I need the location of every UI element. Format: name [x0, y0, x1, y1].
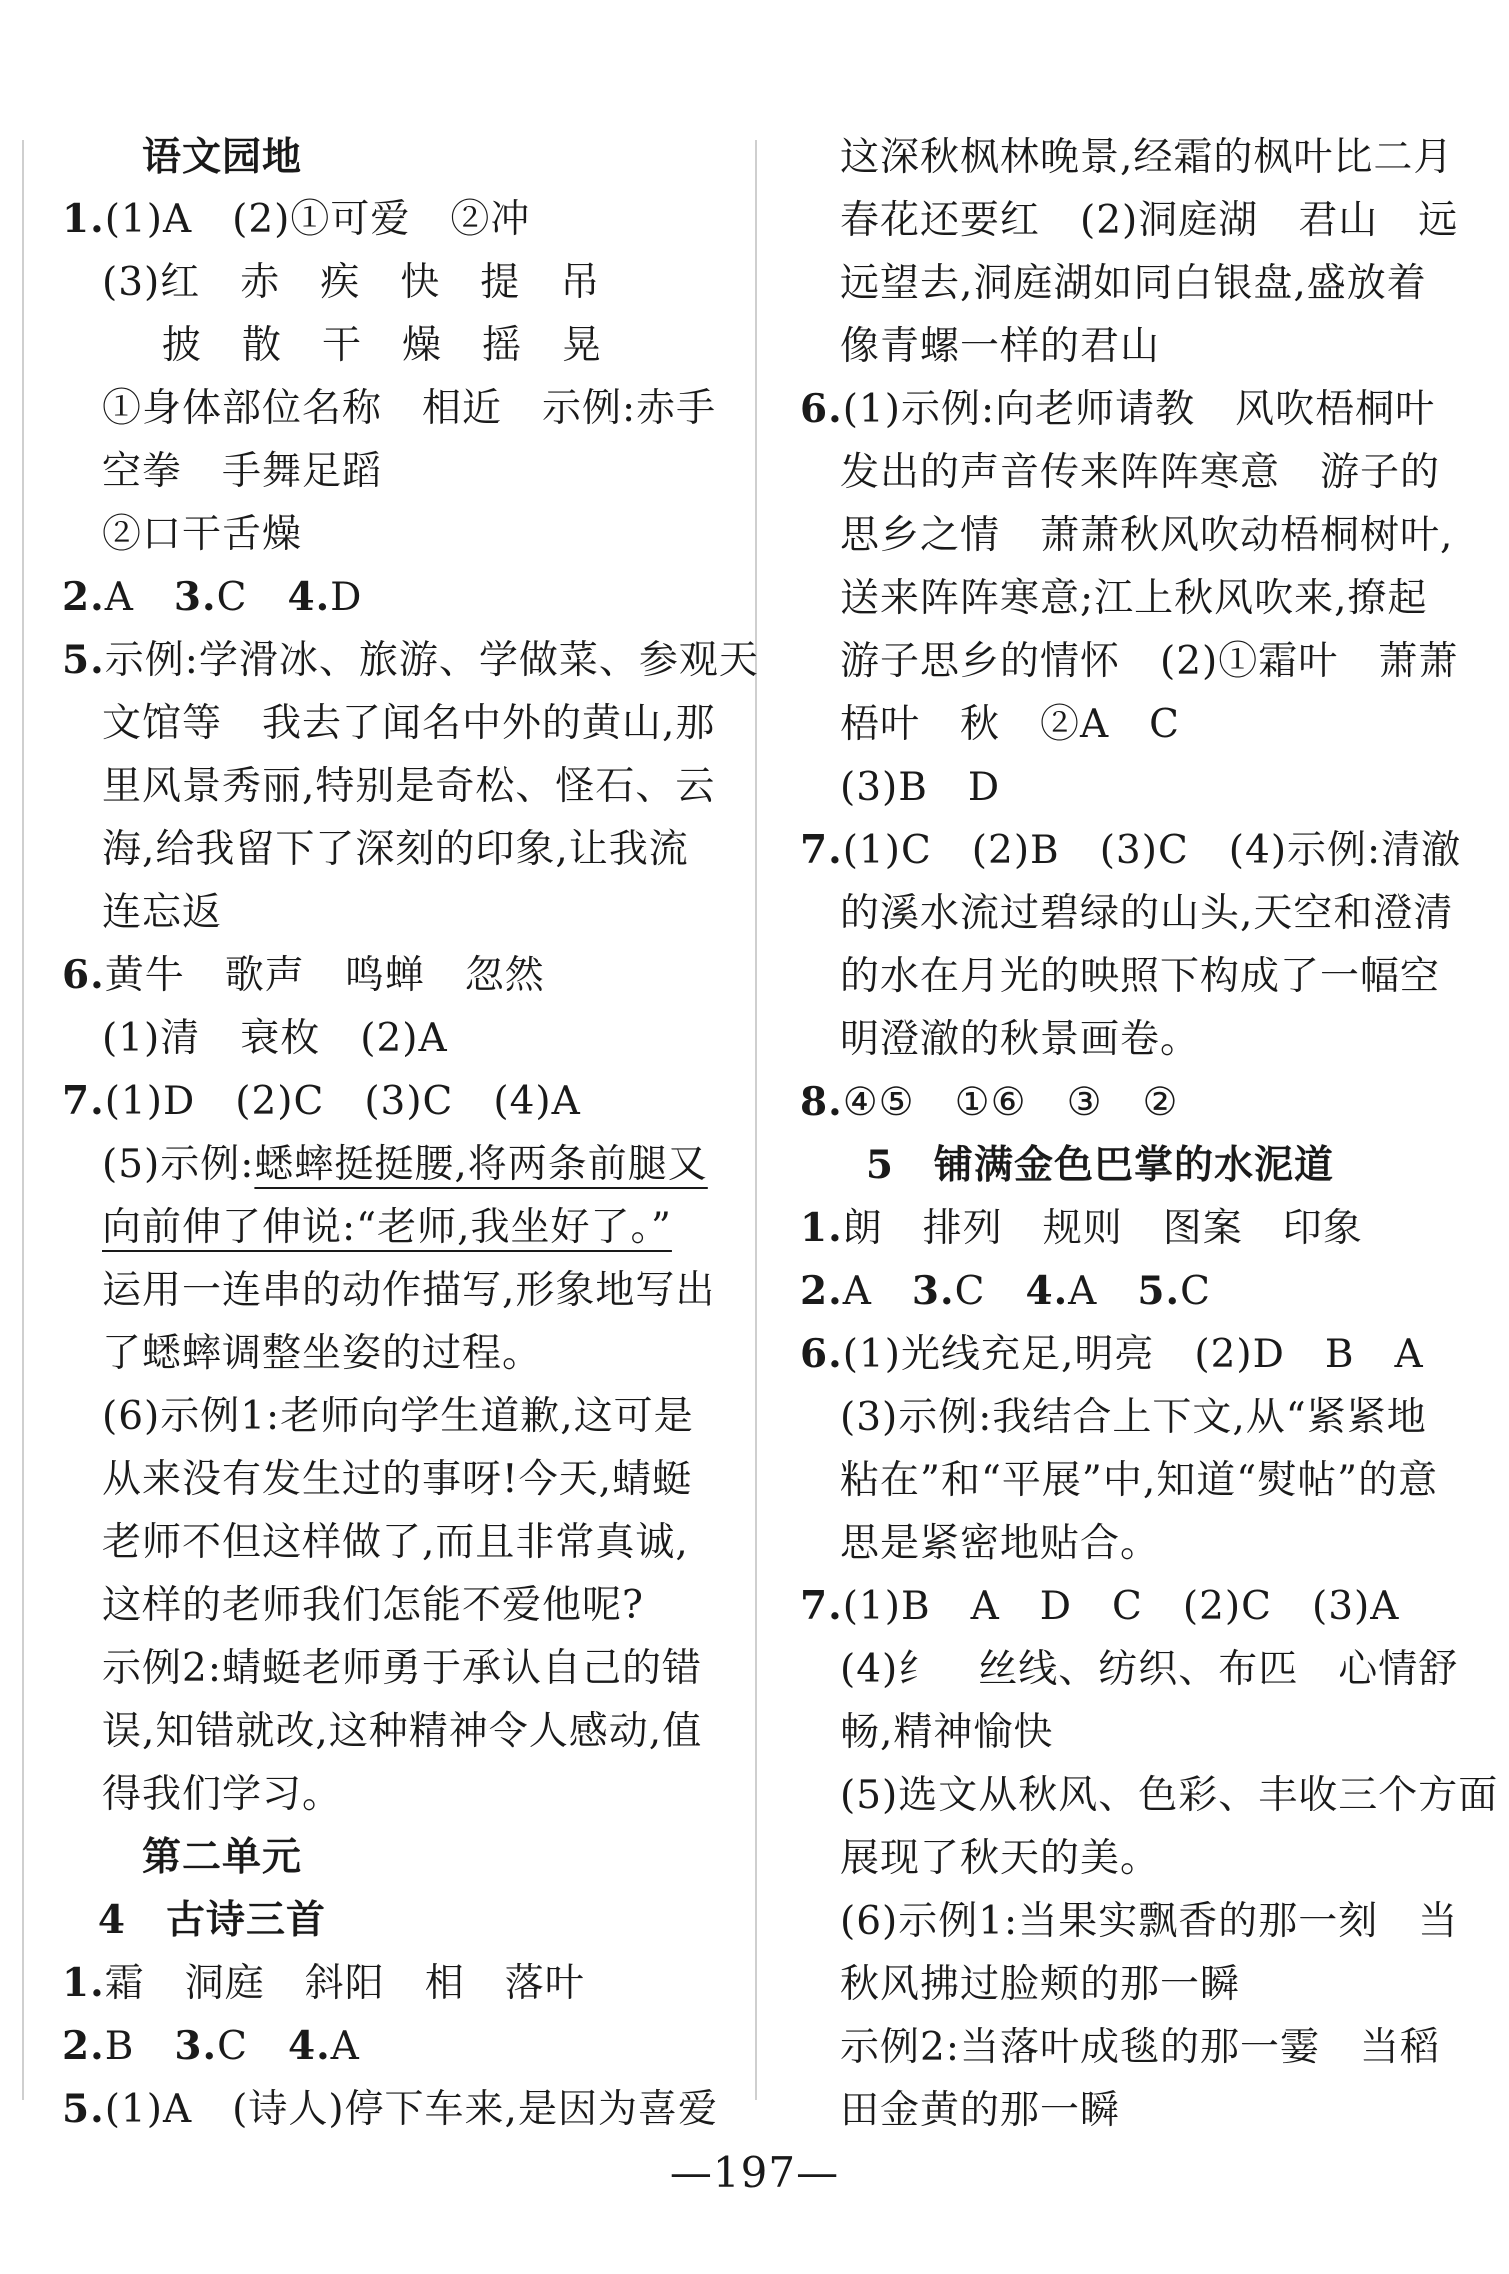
answer-text: 春花还要红 (2)洞庭湖 君山 远: [840, 198, 1459, 243]
answer-prefix: (5)示例:: [102, 1142, 255, 1187]
answer-text: 这深秋枫林晚景,经霜的枫叶比二月: [840, 135, 1454, 180]
answer-text: (1)A (2)①可爱 ②冲: [104, 197, 531, 242]
answer-text: 里风景秀丽,特别是奇松、怪石、云: [102, 764, 716, 809]
answer-text: (5)选文从秋风、色彩、丰收三个方面: [840, 1773, 1499, 1818]
item-number: 3.: [911, 1268, 955, 1314]
answer-text: 老师不但这样做了,而且非常真诚,: [102, 1520, 689, 1565]
answer-5: [62, 637, 759, 683]
lesson-title: 4 古诗三首: [97, 1897, 327, 1943]
answer-text: ②口干舌燥: [102, 512, 303, 557]
answer-text: 思乡之情 萧萧秋风吹动梧桐树叶,: [840, 513, 1454, 558]
underlined-example: 蟋蟀挺挺腰,将两条前腿又: [254, 1142, 708, 1187]
answer-1: [62, 196, 531, 242]
item-number: 4.: [287, 574, 331, 620]
answer-text: 秋风拂过脸颊的那一瞬: [840, 1962, 1241, 2007]
answer-text: A: [1068, 1269, 1138, 1314]
answer-text: C: [216, 575, 288, 620]
item-number: 6.: [800, 1331, 843, 1377]
answer-text: 送来阵阵寒意;江上秋风吹来,撩起: [840, 576, 1428, 621]
item-number: 5.: [62, 637, 105, 683]
item-number: 2.: [62, 574, 105, 620]
item-number: 2.: [62, 2023, 105, 2069]
answer-text: 这样的老师我们怎能不爱他呢?: [102, 1583, 644, 1628]
answer-text: B: [104, 2024, 175, 2069]
answer-text: (1)示例:向老师请教 风吹梧桐叶: [842, 387, 1436, 432]
lesson-title: 5 铺满金色巴掌的水泥道: [865, 1142, 1335, 1188]
item-number: 2.: [800, 1268, 843, 1314]
answer-text: 发出的声音传来阵阵寒意 游子的: [840, 450, 1441, 495]
answer-text: (1)A (诗人)停下车来,是因为喜爱: [104, 2087, 718, 2132]
answer-text: ①身体部位名称 相近 示例:赤手: [102, 386, 717, 431]
answer-7: [800, 827, 1462, 873]
answer-text: (6)示例1:老师向学生道歉,这可是: [102, 1394, 694, 1439]
item-number: 1.: [62, 196, 105, 242]
answer-text: (1)清 衰枚 (2)A: [102, 1016, 448, 1061]
answer-text: C: [954, 1269, 1026, 1314]
answer-text: 田金黄的那一瞬: [840, 2088, 1121, 2133]
answer-1: [62, 1960, 585, 2006]
item-number: 7.: [62, 1078, 105, 1124]
answer-6: [800, 1331, 1424, 1377]
item-number: 1.: [62, 1960, 105, 2006]
answer-text: (6)示例1:当果实飘香的那一刻 当: [840, 1899, 1459, 1944]
answer-text: 示例2:当落叶成毯的那一霎 当稻: [840, 2025, 1440, 2070]
unit-title: 第二单元: [141, 1834, 302, 1880]
answer-text: (1)B A D C (2)C (3)A: [842, 1584, 1400, 1629]
page-number: —197—: [669, 2148, 840, 2197]
answer-text: 黄牛 歌声 鸣蝉 忽然: [104, 953, 545, 998]
answer-text: 展现了秋天的美。: [840, 1836, 1161, 1881]
answer-text: (1)D (2)C (3)C (4)A: [104, 1079, 581, 1124]
answer-text: 明澄澈的秋景画卷。: [840, 1017, 1201, 1062]
answer-text: 空拳 手舞足蹈: [102, 449, 383, 494]
column-divider: [755, 140, 757, 2100]
answer-text: 朗 排列 规则 图案 印象: [842, 1206, 1363, 1251]
answer-text: A: [842, 1269, 912, 1314]
answer-text: A: [330, 2024, 360, 2069]
answer-text: A: [104, 575, 174, 620]
answer-text: 粘在”和“平展”中,知道“熨帖”的意: [840, 1458, 1439, 1503]
answer-text: (1)C (2)B (3)C (4)示例:清澈: [842, 828, 1462, 873]
item-number: 7.: [800, 827, 843, 873]
answer-text: (3)B D: [840, 765, 1001, 810]
item-number: 4.: [1025, 1268, 1069, 1314]
answer-text: 运用一连串的动作描写,形象地写出: [102, 1268, 716, 1313]
answer-text: 的水在月光的映照下构成了一幅空: [840, 954, 1441, 999]
answer-text: 文馆等 我去了闻名中外的黄山,那: [102, 701, 716, 746]
item-number: 3.: [174, 2023, 218, 2069]
answer-7: [62, 1078, 581, 1124]
answer-text: 梧叶 秋 ②A C: [840, 702, 1181, 747]
item-number: 5.: [1137, 1268, 1181, 1314]
answer-text: 示例:学滑冰、旅游、学做菜、参观天: [104, 638, 759, 683]
answer-7: [800, 1583, 1400, 1629]
answer-text: (3)示例:我结合上下文,从“紧紧地: [840, 1395, 1427, 1440]
item-number: 6.: [62, 952, 105, 998]
item-number: 3.: [173, 574, 217, 620]
item-number: 5.: [62, 2086, 105, 2132]
answer-text: 思是紧密地贴合。: [840, 1521, 1161, 1566]
item-number: 8.: [800, 1079, 843, 1125]
answer-text: 像青螺一样的君山: [840, 324, 1161, 369]
answer-text: 海,给我留下了深刻的印象,让我流: [102, 827, 689, 872]
answer-text: 霜 洞庭 斜阳 相 落叶: [104, 1961, 585, 2006]
answer-text: 披 散 干 燥 摇 晃: [162, 323, 603, 368]
item-number: 4.: [287, 2023, 331, 2069]
answer-6: [800, 386, 1436, 432]
answer-text: 的溪水流过碧绿的山头,天空和澄清: [840, 891, 1454, 936]
answer-text: D: [330, 575, 363, 620]
answer-1: [800, 1205, 1363, 1251]
item-number: 7.: [800, 1583, 843, 1629]
answers-2-4: [62, 2023, 360, 2069]
answer-text: 误,知错就改,这种精神令人感动,值: [102, 1709, 703, 1754]
answers-2-4: [62, 574, 363, 620]
answer-6: [62, 952, 545, 998]
answer-text: C: [217, 2024, 288, 2069]
item-number: 6.: [800, 386, 843, 432]
left-margin-rule: [22, 140, 24, 2100]
item-number: 1.: [800, 1205, 843, 1251]
answer-text: C: [1180, 1269, 1211, 1314]
answer-text: [102, 1142, 708, 1187]
answer-8: [800, 1079, 1179, 1125]
answer-text: (3)红 赤 疾 快 提 吊: [102, 260, 601, 305]
answer-text: (4)纟 丝线、纺织、布匹 心情舒: [840, 1647, 1459, 1692]
answer-text: 从来没有发生过的事呀!今天,蜻蜓: [102, 1457, 693, 1502]
answer-text: 连忘返: [102, 890, 223, 935]
answer-text: (1)光线充足,明亮 (2)D B A: [842, 1332, 1424, 1377]
answer-text: 畅,精神愉快: [840, 1710, 1054, 1755]
answer-text: ④⑤ ①⑥ ③ ②: [842, 1080, 1179, 1125]
answer-text: 示例2:蜻蜓老师勇于承认自己的错: [102, 1646, 702, 1691]
section-title-yuwen-yuandi: 语文园地: [141, 134, 302, 180]
answer-text: 游子思乡的情怀 (2)①霜叶 萧萧: [840, 639, 1459, 684]
answer-5: [62, 2086, 718, 2132]
answer-text: 得我们学习。: [102, 1772, 343, 1817]
answer-text: 了蟋蟀调整坐姿的过程。: [102, 1331, 543, 1376]
underlined-example: 向前伸了伸说:“老师,我坐好了。”: [102, 1205, 672, 1250]
answers-2-5: [800, 1268, 1211, 1314]
answer-text: 远望去,洞庭湖如同白银盘,盛放着: [840, 261, 1427, 306]
